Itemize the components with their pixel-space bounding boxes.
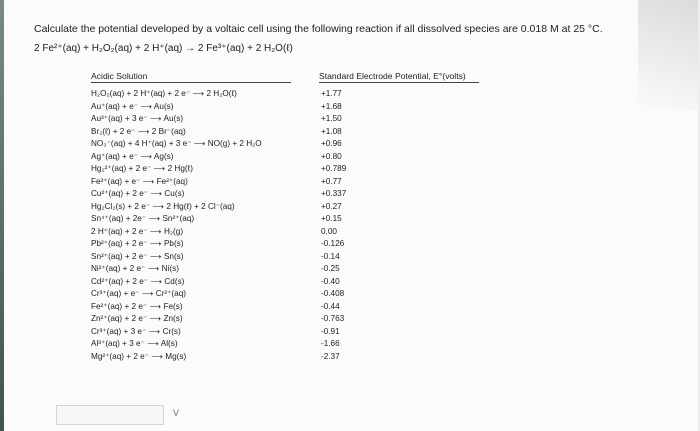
answer-unit-caret: V bbox=[173, 408, 180, 418]
half-reaction: Au⁺(aq) + e⁻ ⟶ Au(s) bbox=[91, 101, 174, 111]
table-row bbox=[89, 251, 484, 264]
answer-input[interactable] bbox=[56, 405, 164, 425]
electrode-potential: +1.77 bbox=[321, 89, 342, 98]
half-reaction: Fe²⁺(aq) + 2 e⁻ ⟶ Fe(s) bbox=[91, 301, 183, 311]
half-reaction: Pb²⁺(aq) + 2 e⁻ ⟶ Pb(s) bbox=[91, 239, 184, 249]
table-row bbox=[89, 213, 484, 226]
table-row bbox=[89, 263, 484, 276]
electrode-potential: -0.408 bbox=[321, 289, 345, 299]
reduction-potential-table bbox=[89, 70, 484, 395]
table-row bbox=[89, 126, 484, 139]
electrode-potential: -0.91 bbox=[321, 326, 340, 336]
half-reaction: Zn²⁺(aq) + 2 e⁻ ⟶ Zn(s) bbox=[91, 314, 183, 324]
half-reaction: Sn⁴⁺(aq) + 2e⁻ ⟶ Sn²⁺(aq) bbox=[91, 214, 195, 224]
half-reaction: Ag⁺(aq) + e⁻ ⟶ Ag(s) bbox=[91, 151, 174, 161]
table-row bbox=[89, 88, 484, 101]
electrode-potential: +0.27 bbox=[321, 201, 342, 211]
electrode-potential: +0.337 bbox=[321, 189, 347, 199]
table-row bbox=[89, 351, 484, 364]
table-row bbox=[89, 176, 484, 189]
electrode-potential: -0.44 bbox=[321, 301, 340, 311]
half-reaction: Hg₂²⁺(aq) + 2 e⁻ ⟶ 2 Hg(ℓ) bbox=[91, 164, 193, 174]
half-reaction: 2 H⁺(aq) + 2 e⁻ ⟶ H₂(g) bbox=[91, 226, 184, 236]
electrode-potential: -0.14 bbox=[321, 251, 340, 261]
table-header-reaction: Acidic Solution bbox=[91, 70, 291, 83]
table-row bbox=[89, 138, 484, 151]
electrode-potential: -2.37 bbox=[321, 351, 340, 361]
table-row bbox=[89, 151, 484, 164]
table-row bbox=[89, 338, 484, 351]
electrode-potential: +0.96 bbox=[321, 139, 342, 149]
half-reaction: Mg²⁺(aq) + 2 e⁻ ⟶ Mg(s) bbox=[91, 351, 187, 361]
half-reaction: Cu²⁺(aq) + 2 e⁻ ⟶ Cu(s) bbox=[91, 189, 185, 199]
half-reaction: Ni²⁺(aq) + 2 e⁻ ⟶ Ni(s) bbox=[91, 264, 179, 274]
half-reaction: Br₂(ℓ) + 2 e⁻ ⟶ 2 Br⁻(aq) bbox=[91, 126, 186, 136]
table-row bbox=[89, 201, 484, 214]
half-reaction: Cr³⁺(aq) + 3 e⁻ ⟶ Cr(s) bbox=[91, 326, 181, 336]
electrode-potential: -0.763 bbox=[321, 314, 345, 324]
table-row bbox=[89, 288, 484, 301]
half-reaction: Al³⁺(aq) + 3 e⁻ ⟶ Al(s) bbox=[91, 339, 178, 349]
half-reaction: Cd²⁺(aq) + 2 e⁻ ⟶ Cd(s) bbox=[91, 276, 185, 286]
half-reaction: NO₃⁻(aq) + 4 H⁺(aq) + 3 e⁻ ⟶ NO(g) + 2 H₂O bbox=[91, 139, 262, 149]
table-row bbox=[89, 113, 484, 126]
half-reaction: Sn²⁺(aq) + 2 e⁻ ⟶ Sn(s) bbox=[91, 251, 184, 261]
electrode-potential: 0.00 bbox=[321, 226, 337, 236]
electrode-potential: +0.15 bbox=[321, 214, 342, 224]
table-row bbox=[89, 101, 484, 114]
electrode-potential: +0.789 bbox=[321, 164, 347, 174]
corner-shadow bbox=[638, 0, 698, 110]
table-row bbox=[89, 301, 484, 314]
electrode-potential: -1.66 bbox=[321, 339, 340, 349]
table-row bbox=[89, 188, 484, 201]
question-text: Calculate the potential developed by a voltaic cell using the following reaction if all dissolved species are 0.018 M at 25 °C. bbox=[34, 23, 603, 35]
table-row bbox=[89, 226, 484, 239]
table-header-potential: Standard Electrode Potential, E°(volts) bbox=[319, 70, 479, 83]
half-reaction: Cr³⁺(aq) + e⁻ ⟶ Cr²⁺(aq) bbox=[91, 289, 186, 299]
electrode-potential: -0.25 bbox=[321, 264, 340, 274]
table-row bbox=[89, 326, 484, 339]
reaction-equation: 2 Fe²⁺(aq) + H₂O₂(aq) + 2 H⁺(aq) → 2 Fe³⁺(aq) + 2 H₂O(ℓ) bbox=[34, 43, 293, 54]
electrode-potential: -0.126 bbox=[321, 239, 345, 249]
half-reaction: H₂O₂(aq) + 2 H⁺(aq) + 2 e⁻ ⟶ 2 H₂O(ℓ) bbox=[91, 89, 237, 98]
half-reaction: Hg₂Cl₂(s) + 2 e⁻ ⟶ 2 Hg(ℓ) + 2 Cl⁻(aq) bbox=[91, 201, 235, 211]
electrode-potential: +0.77 bbox=[321, 176, 342, 186]
electrode-potential: +1.68 bbox=[321, 101, 342, 111]
half-reaction: Au³⁺(aq) + 3 e⁻ ⟶ Au(s) bbox=[91, 114, 184, 124]
electrode-potential: +1.08 bbox=[321, 126, 342, 136]
half-reaction: Fe³⁺(aq) + e⁻ ⟶ Fe²⁺(aq) bbox=[91, 176, 188, 186]
electrode-potential: -0.40 bbox=[321, 276, 340, 286]
electrode-potential: +0.80 bbox=[321, 151, 342, 161]
table-row bbox=[89, 238, 484, 251]
table-row bbox=[89, 313, 484, 326]
table-rows bbox=[89, 88, 484, 363]
table-row bbox=[89, 276, 484, 289]
table-row bbox=[89, 163, 484, 176]
electrode-potential: +1.50 bbox=[321, 114, 342, 124]
